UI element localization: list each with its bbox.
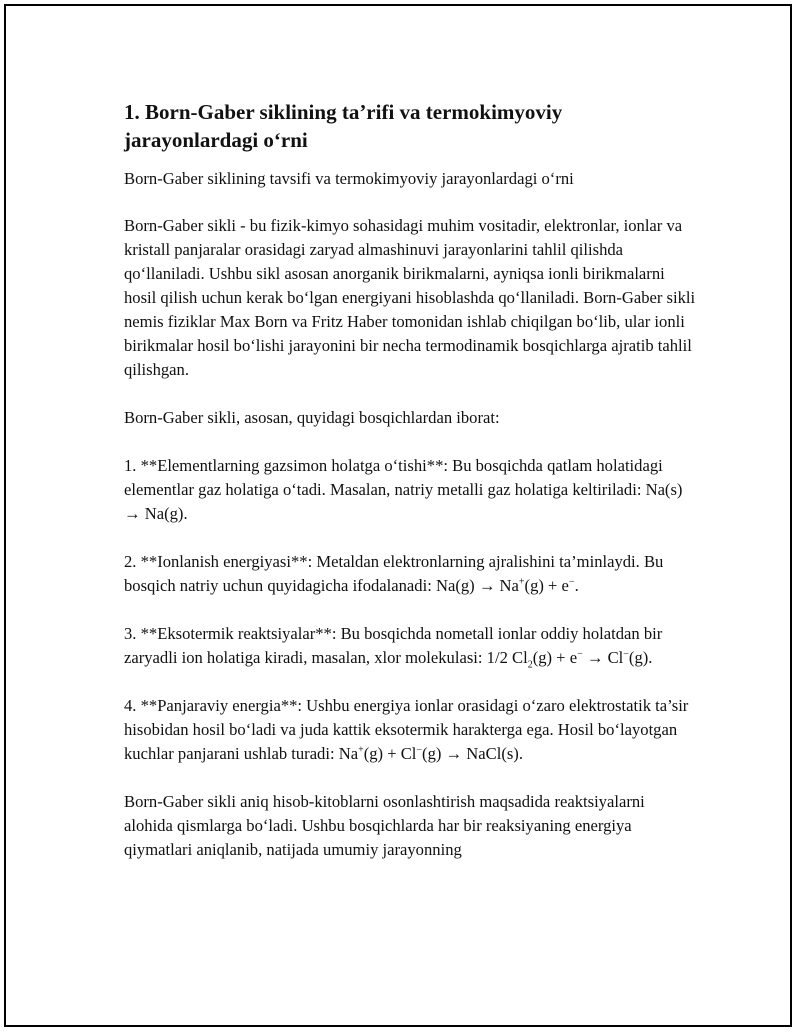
section-subtitle: Born-Gaber siklining tavsifi va termokimyoviy jarayonlardagi o‘rni <box>124 169 574 188</box>
section-heading: 1. Born-Gaber siklining ta’rifi va termokimyoviy jarayonlardagi o‘rni <box>124 100 563 152</box>
step-3-sub-2: 2 <box>527 659 533 671</box>
step-2-text: 2. **Ionlanish energiyasi**: Metaldan elektronlarning ajralishini ta’minlaydi. Bu bosqich natriy uchun quyidagicha ifodalanadi: Na(g) → Na <box>124 552 664 595</box>
step-3-mid-2: → Cl <box>582 648 624 667</box>
step-4-end: (g) → NaCl(s). <box>422 744 523 763</box>
document-body <box>124 98 696 886</box>
step-3-text: 3. **Eksotermik reaktsiyalar**: Bu bosqichda nometall ionlar oddiy holatdan bir zaryadli ion holatiga kiradi, masalan, xlor molekulasi: 1/2 Cl <box>124 624 663 667</box>
step-4-mid: (g) + Cl <box>363 744 417 763</box>
step-4-paragraph <box>124 694 696 766</box>
intro-paragraph: Born-Gaber sikli - bu fizik-kimyo sohasidagi muhim vositadir, elektronlar, ionlar va kristall panjaralar orasidagi zaryad almashinuvi jarayonlarini tahlil qilishda qo‘llaniladi. Ushbu sikl asosan anorganik birikmalarni, ayniqsa ionli birikmalarni hosil qilish uchun kerak bo‘lgan energiyani hisoblashda qo‘llaniladi. Born-Gaber sikli nemis fiziklar Max Born va Fritz Haber tomonidan ishlab chiqilgan bo‘lib, ular ionli birikmalar hosil bo‘lishi jarayonini bir necha termodinamik bosqichlarga ajratib tahlil qilishgan. <box>124 216 696 379</box>
step-4-sup-plus: + <box>358 744 364 756</box>
step-2-sup-plus: + <box>518 576 525 588</box>
page-frame <box>4 4 792 1027</box>
step-1-paragraph <box>124 454 696 526</box>
step-3-mid-1: (g) + e <box>532 648 578 667</box>
step-2-mid: (g) + e <box>524 576 569 595</box>
step-4-text: 4. **Panjaraviy energia**: Ushbu energiya ionlar orasidagi o‘zaro elektrostatik ta’sir hisobidan hosil bo‘ladi va juda kattik eksotermik harakterga ega. Hosil bo‘layotgan kuchlar panjarani ushlab turadi: Na <box>124 696 689 763</box>
step-3-sup-minus-2: − <box>623 648 629 660</box>
closing-paragraph: Born-Gaber sikli aniq hisob-kitoblarni osonlashtirish maqsadida reaktsiyalarni alohida qismlarga bo‘ladi. Ushbu bosqichlarda har bir reaksiyaning energiya qiymatlari aniqlanib, natijada umumiy jarayonning <box>124 792 645 859</box>
step-3-paragraph <box>124 622 696 670</box>
step-2-paragraph <box>124 550 696 598</box>
step-1-text: 1. **Elementlarning gazsimon holatga o‘tishi**: Bu bosqichda qatlam holatidagi elementlar gaz holatiga o‘tadi. Masalan, natriy metalli gaz holatiga keltiriladi: Na(s) → Na(g). <box>124 456 683 523</box>
step-4-sup-minus: − <box>416 744 423 756</box>
step-3-end: (g). <box>628 648 653 667</box>
step-2-sup-minus: − <box>568 576 575 588</box>
step-3-sup-minus-1: − <box>577 648 583 660</box>
stages-intro-paragraph: Born-Gaber sikli, asosan, quyidagi bosqichlardan iborat: <box>124 408 500 427</box>
step-2-end: . <box>574 576 579 595</box>
